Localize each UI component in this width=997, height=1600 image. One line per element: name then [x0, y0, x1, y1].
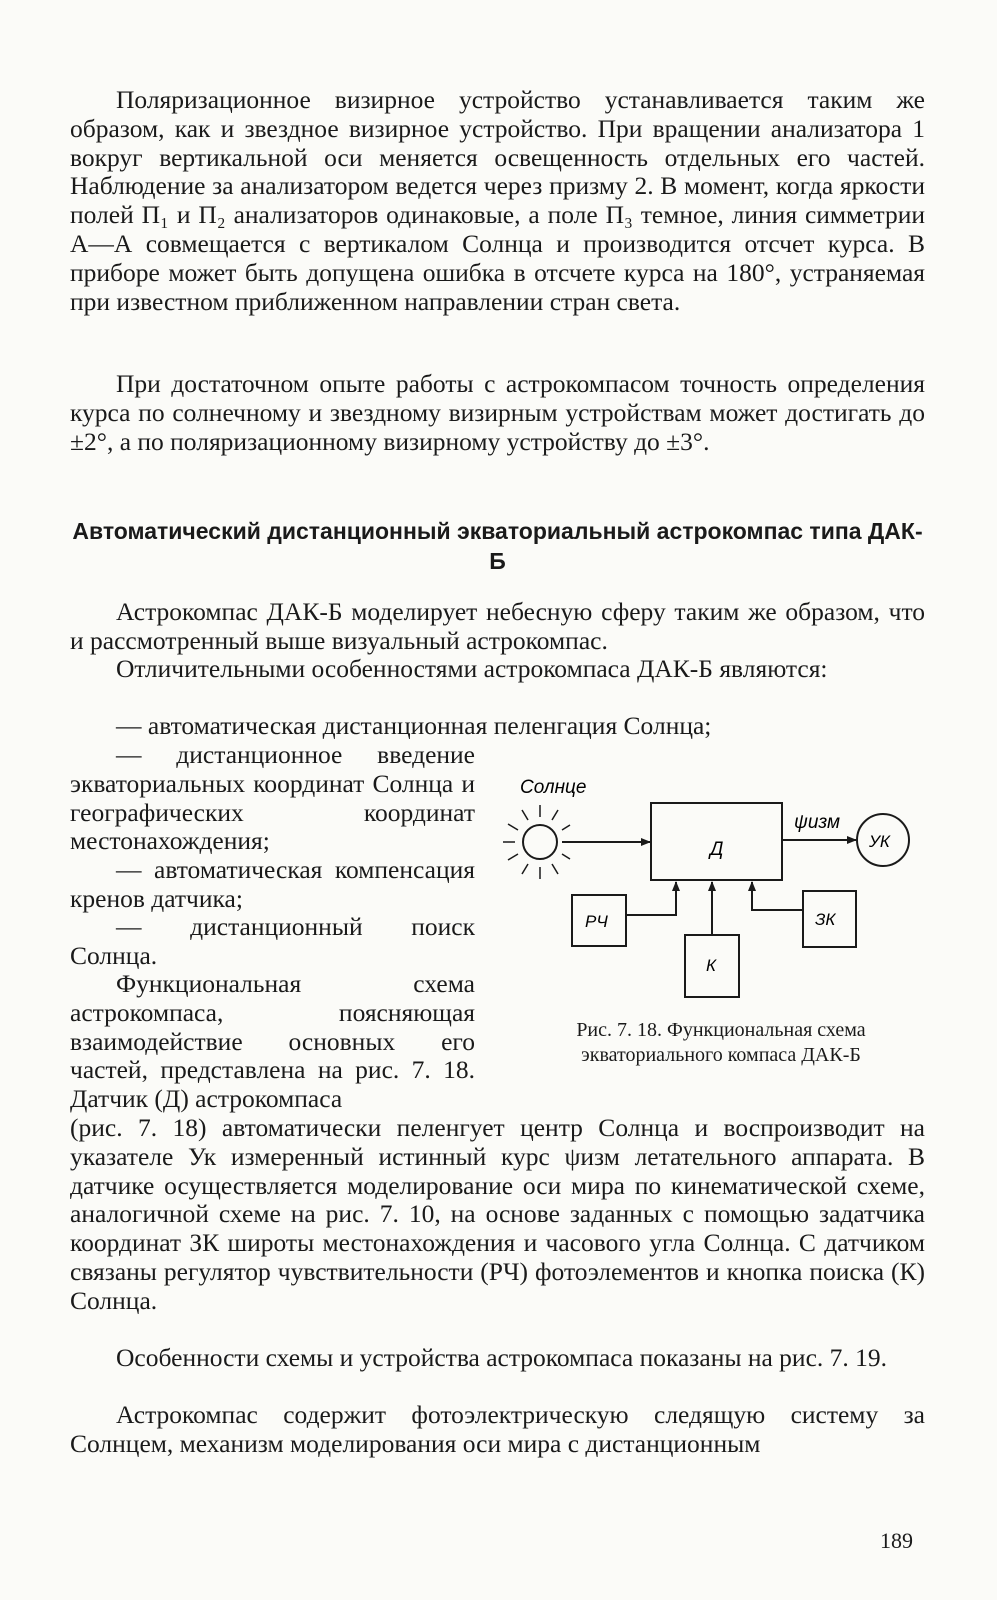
- paragraph-features-ref: Особенности схемы и устройства астрокомпаса показаны на рис. 7. 19.: [116, 1343, 888, 1372]
- sun-label: Солнце: [520, 777, 587, 798]
- page-number: 189: [880, 1528, 913, 1553]
- paragraph-astrocompass-contains: Астрокомпас содержит фотоэлектрическую следящую систему за Солнцем, механизм моделирования оси мира с дистанционным: [70, 1400, 925, 1458]
- block-sensitivity-rch-label: РЧ: [585, 912, 608, 931]
- paragraph-dak-intro: Астрокомпас ДАК-Б моделирует небесную сферу таким же образом, что и рассмотренный выше визуальный астрокомпас.: [70, 597, 925, 655]
- paragraph-sensor-description: (рис. 7. 18) автоматически пеленгует центр Солнца и воспроизводит на указателе Ук измеренный истинный курс ψизм летательного аппарата. В датчике осуществляется моделирование оси мира по кинематической схеме, аналогичной схеме на рис. 7. 10, на основе заданных с помощью задатчика координат ЗК широты местонахождения и часового угла Солнца. С датчиком связаны регулятор чувствительности (РЧ) фотоэлементов и кнопка поиска (К) Солнца.: [70, 1113, 925, 1315]
- paragraph-accuracy: При достаточном опыте работы с астрокомпасом точность определения курса по солнечному и звездному визирным устройствам может достигать до ±2°, а по поляризационному визирному устройству до ±3°.: [70, 369, 925, 456]
- list-item-auto-bearing: — автоматическая дистанционная пеленгация Солнца;: [116, 711, 712, 740]
- list-item-sun-search: — дистанционный поиск Солнца.: [70, 912, 475, 970]
- list-item-roll-compensation: — автоматическая компенсация кренов датчика;: [70, 855, 475, 913]
- block-search-k-label: К: [706, 956, 717, 975]
- signal-label: ψизм: [794, 812, 841, 833]
- indicator-uk-label: УК: [869, 832, 890, 851]
- paragraph-features-intro: Отличительными особенностями астрокомпаса ДАК-Б являются:: [116, 654, 828, 683]
- functional-diagram: [490, 765, 930, 1015]
- paragraph-polarization: Поляризационное визирное устройство устанавливается таким же образом, как и звездное визирное устройство. При вращении анализатора 1 вокруг вертикальной оси меняется освещенность отдельных его частей. Наблюдение за анализатором ведется через призму 2. В момент, когда яркости полей П₁ и П₂ анализаторов одинаковые, а поле П₃ темное, линия симметрии А—А совмещается с вертикалом Солнца и производится отсчет курса. В приборе может быть допущена ошибка в отсчете курса на 180°, устраняемая при известном приближенном направлении стран света.: [70, 85, 925, 316]
- sun-icon: [503, 805, 570, 879]
- list-item-remote-input: — дистанционное введение экваториальных координат Солнца и географических координат местонахождения;: [70, 740, 475, 856]
- section-heading: Автоматический дистанционный экваториальный астрокомпас типа ДАК-Б: [72, 518, 923, 574]
- paragraph-functional-scheme: Функциональная схема астрокомпаса, поясняющая взаимодействие основных его частей, представлена на рис. 7. 18. Датчик (Д) астрокомпаса: [70, 969, 475, 1114]
- block-sensor-d-label: Д: [710, 839, 724, 860]
- figure-caption: Рис. 7. 18. Функциональная схема экваториального компаса ДАК-Б: [576, 1019, 866, 1066]
- block-coordinates-zk-label: ЗК: [815, 910, 836, 929]
